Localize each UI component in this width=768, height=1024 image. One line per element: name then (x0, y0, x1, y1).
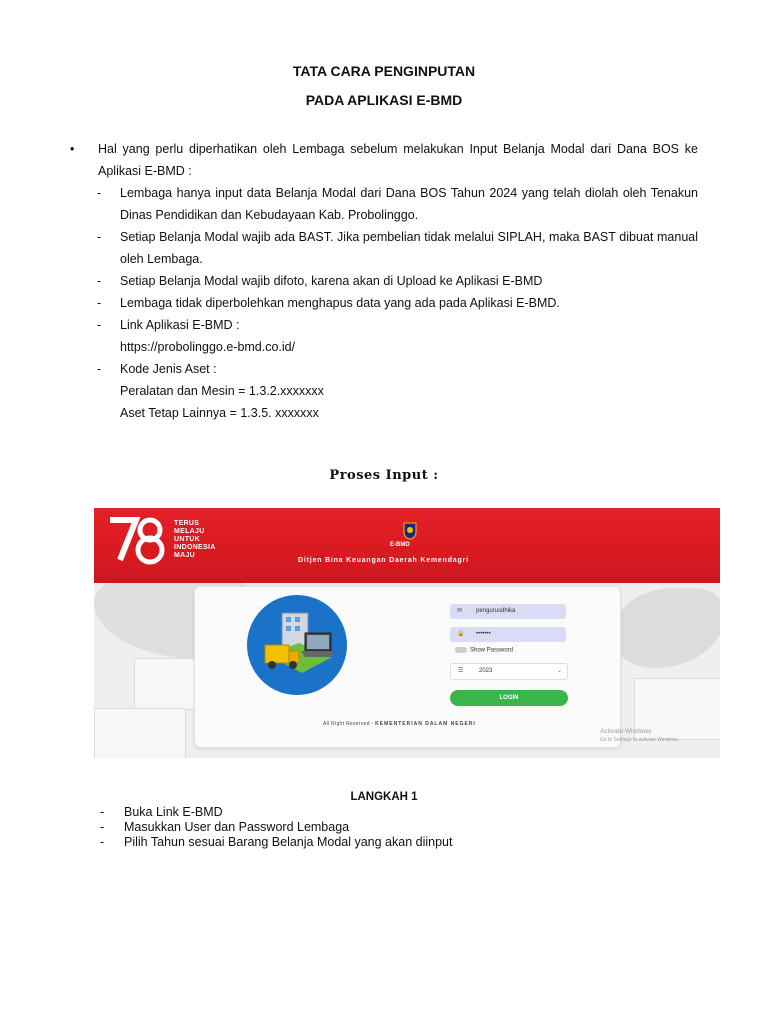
activate-windows-watermark (600, 728, 679, 744)
document-title-line2: PADA APLIKASI E-BMD (305, 92, 463, 108)
envelope-icon: ✉ (457, 608, 463, 614)
dash: - (100, 820, 105, 834)
dash: - (100, 835, 105, 849)
app-link[interactable]: https://probolinggo.e-bmd.co.id/ (120, 340, 296, 354)
asset-code-machinery: Peralatan dan Mesin = 1.3.2.xxxxxxx (120, 384, 324, 398)
show-password-label: Show Password (470, 647, 514, 654)
logo-slogan (174, 520, 216, 560)
slogan-line: INDONESIA (174, 544, 216, 551)
step-list (100, 805, 452, 850)
slogan-line: TERUS (174, 520, 200, 527)
document-title-line1: TATA CARA PENGINPUTAN (292, 63, 476, 79)
logo-78-icon (106, 514, 166, 566)
dash: - (97, 230, 102, 244)
activate-title: Activate Windows (600, 728, 652, 735)
password-value: ••••••• (476, 631, 491, 637)
notes-list (70, 138, 698, 424)
toggle-switch[interactable] (455, 647, 467, 653)
slogan-line: MELAJU (174, 528, 205, 535)
note-text: Lembaga tidak diperbolehkan menghapus data yang ada pada Aplikasi E-BMD. (120, 296, 560, 310)
username-value: pengurusdhika (476, 608, 516, 614)
truck-building-laptop-icon (247, 595, 347, 695)
bullet-symbol: • (70, 142, 75, 156)
step-text: Masukkan User dan Password Lembaga (124, 820, 350, 834)
hex-decoration (94, 708, 186, 758)
login-card (194, 586, 621, 748)
note-item-5 (70, 314, 698, 336)
login-screenshot (94, 508, 720, 758)
lock-icon: 🔒 (457, 631, 465, 637)
login-button[interactable]: LOGIN (450, 690, 568, 706)
app-name: E-BMD (390, 542, 410, 548)
list-icon: ☰ (458, 668, 464, 674)
dash: - (97, 274, 102, 288)
note-item-4 (70, 292, 698, 314)
dash: - (100, 805, 105, 819)
agency-name: Ditjen Bina Keuangan Daerah Kemendagri (298, 557, 469, 564)
note-item-1 (70, 182, 698, 226)
slogan-line: UNTUK (174, 536, 200, 543)
step-text: Buka Link E-BMD (124, 805, 223, 819)
bullet-text: Hal yang perlu diperhatikan oleh Lembaga sebelum melakukan Input Belanja Modal dari Dana BOS ke Aplikasi E-BMD : (98, 142, 698, 178)
activate-subtitle: Go to Settings to activate Windows. (600, 737, 679, 743)
step-item (100, 820, 452, 835)
asset-code-other: Aset Tetap Lainnya = 1.3.5. xxxxxxx (120, 406, 319, 420)
dash: - (97, 296, 102, 310)
step-item (100, 805, 452, 820)
year-value: 2023 (479, 668, 493, 674)
year-select[interactable] (450, 663, 568, 680)
step-item (100, 835, 452, 850)
illustration-circle (247, 595, 347, 695)
note-text: Link Aplikasi E-BMD : (120, 318, 240, 332)
note-text: Kode Jenis Aset : (120, 362, 217, 376)
slogan-line: MAJU (174, 552, 196, 559)
rights-prefix: All Right Reserved - (323, 721, 376, 727)
password-field[interactable] (450, 627, 566, 642)
note-item-6 (70, 358, 698, 380)
note-text: Setiap Belanja Modal wajib ada BAST. Jika pembelian tidak melalui SIPLAH, maka BAST dibuat manual oleh Lembaga. (120, 230, 698, 266)
dash: - (97, 318, 102, 332)
dash: - (97, 186, 102, 200)
note-text: Lembaga hanya input data Belanja Modal dari Dana BOS Tahun 2024 yang telah diolah oleh Tenakun Dinas Pendidikan dan Kebudayaan Kab. Probolinggo. (120, 186, 698, 222)
step-text: Pilih Tahun sesuai Barang Belanja Modal yang akan diinput (124, 835, 453, 849)
bullet-item (70, 138, 698, 182)
rights-org: KEMENTERIAN DALAM NEGERI (375, 721, 476, 727)
username-field[interactable] (450, 604, 566, 619)
dash: - (97, 362, 102, 376)
show-password-toggle[interactable] (455, 647, 513, 654)
proses-heading: Proses Input : (329, 468, 439, 483)
note-item-3 (70, 270, 698, 292)
kemendagri-emblem-icon (403, 522, 417, 540)
note-item-2 (70, 226, 698, 270)
chevron-down-icon: ⌄ (556, 668, 562, 674)
note-text: Setiap Belanja Modal wajib difoto, karena akan di Upload ke Aplikasi E-BMD (120, 274, 543, 288)
copyright-text (323, 721, 476, 727)
step-title: LANGKAH 1 (350, 791, 418, 803)
map-decoration (614, 588, 720, 668)
